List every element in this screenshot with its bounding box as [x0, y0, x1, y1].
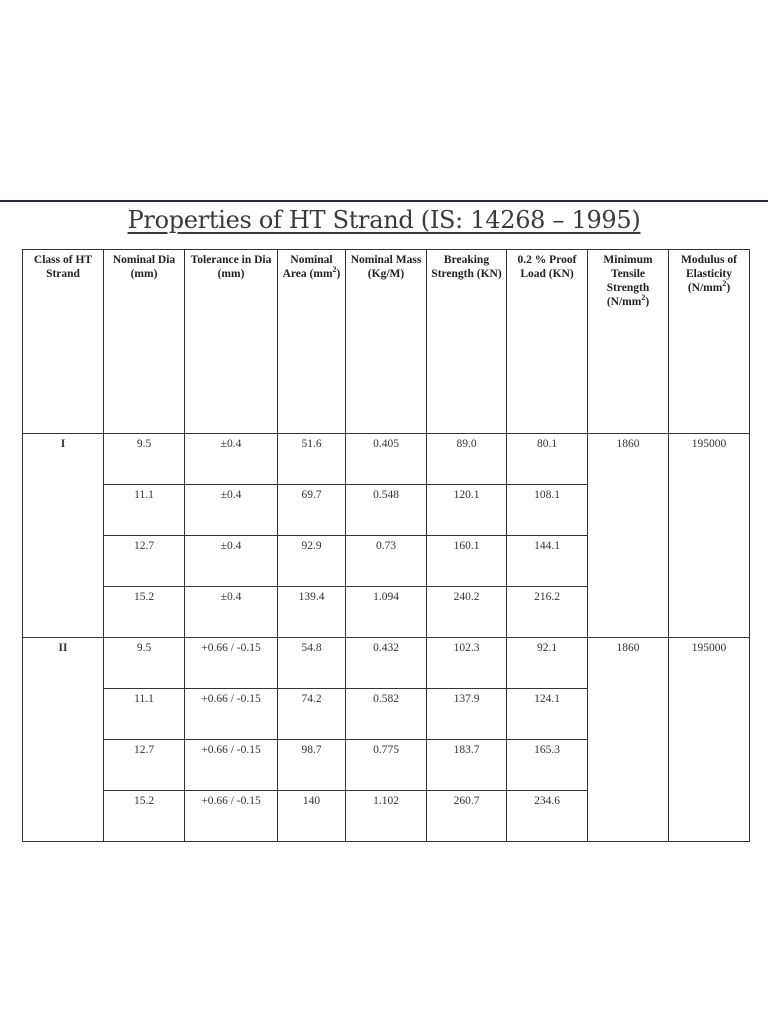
proof-load-cell: 234.6: [507, 791, 588, 842]
breaking-strength-cell: 160.1: [427, 536, 507, 587]
proof-load-cell: 124.1: [507, 689, 588, 740]
nominal-area-cell: 140: [278, 791, 346, 842]
nominal-mass-cell: 1.102: [346, 791, 427, 842]
column-header-text: 0.2 % Proof Load (KN): [517, 254, 577, 280]
column-header-text: Nominal Mass (Kg/M): [350, 254, 422, 280]
nominal-area-cell: 54.8: [278, 638, 346, 689]
table-body: [23, 434, 750, 842]
nominal-dia-cell: 11.1: [104, 485, 185, 536]
column-header: [427, 250, 507, 434]
nominal-mass-cell: 0.73: [346, 536, 427, 587]
breaking-strength-cell: 89.0: [427, 434, 507, 485]
breaking-strength-cell: 183.7: [427, 740, 507, 791]
nominal-dia-cell: 9.5: [104, 434, 185, 485]
column-header-text: Tolerance in Dia (mm): [190, 254, 272, 280]
tolerance-cell: ±0.4: [185, 587, 278, 638]
header-row: [23, 250, 750, 434]
nominal-mass-cell: 0.775: [346, 740, 427, 791]
nominal-area-cell: 139.4: [278, 587, 346, 638]
column-header-suffix: ): [336, 268, 341, 280]
column-header-text: Class of HT Strand: [33, 254, 93, 280]
breaking-strength-cell: 137.9: [427, 689, 507, 740]
proof-load-cell: 108.1: [507, 485, 588, 536]
top-divider: [0, 200, 768, 202]
nominal-area-cell: 51.6: [278, 434, 346, 485]
nominal-dia-cell: 15.2: [104, 587, 185, 638]
column-header-text: Breaking Strength (KN): [431, 254, 502, 280]
nominal-area-cell: 74.2: [278, 689, 346, 740]
nominal-area-cell: 92.9: [278, 536, 346, 587]
strand-class-cell: II: [23, 638, 104, 842]
table-row: [23, 434, 750, 485]
page-title: Properties of HT Strand (IS: 14268 – 1995): [127, 206, 641, 234]
column-header-suffix: ): [645, 296, 650, 308]
proof-load-cell: 80.1: [507, 434, 588, 485]
nominal-mass-cell: 0.582: [346, 689, 427, 740]
proof-load-cell: 165.3: [507, 740, 588, 791]
nominal-dia-cell: 9.5: [104, 638, 185, 689]
tolerance-cell: ±0.4: [185, 485, 278, 536]
modulus-cell: 195000: [669, 638, 750, 842]
column-header: [669, 250, 750, 434]
tensile-strength-cell: 1860: [588, 434, 669, 638]
column-header-superscript: 2: [332, 265, 337, 275]
proof-load-cell: 92.1: [507, 638, 588, 689]
column-header: [23, 250, 104, 434]
column-header-text: Minimum Tensile Strength (N/mm: [603, 254, 653, 308]
column-header-text: Nominal Dia (mm): [112, 254, 176, 280]
breaking-strength-cell: 240.2: [427, 587, 507, 638]
nominal-dia-cell: 12.7: [104, 740, 185, 791]
column-header: [104, 250, 185, 434]
tolerance-cell: +0.66 / -0.15: [185, 791, 278, 842]
nominal-mass-cell: 0.548: [346, 485, 427, 536]
nominal-area-cell: 69.7: [278, 485, 346, 536]
modulus-cell: 195000: [669, 434, 750, 638]
column-header-suffix: ): [726, 282, 731, 294]
nominal-area-cell: 98.7: [278, 740, 346, 791]
nominal-dia-cell: 11.1: [104, 689, 185, 740]
tolerance-cell: +0.66 / -0.15: [185, 638, 278, 689]
strand-properties-table: [22, 249, 750, 842]
nominal-dia-cell: 15.2: [104, 791, 185, 842]
nominal-dia-cell: 12.7: [104, 536, 185, 587]
nominal-mass-cell: 0.432: [346, 638, 427, 689]
breaking-strength-cell: 120.1: [427, 485, 507, 536]
column-header-superscript: 2: [722, 279, 727, 289]
column-header: [278, 250, 346, 434]
tolerance-cell: +0.66 / -0.15: [185, 740, 278, 791]
nominal-mass-cell: 0.405: [346, 434, 427, 485]
strand-class-cell: I: [23, 434, 104, 638]
tolerance-cell: +0.66 / -0.15: [185, 689, 278, 740]
column-header: [588, 250, 669, 434]
nominal-mass-cell: 1.094: [346, 587, 427, 638]
tensile-strength-cell: 1860: [588, 638, 669, 842]
tolerance-cell: ±0.4: [185, 434, 278, 485]
tolerance-cell: ±0.4: [185, 536, 278, 587]
proof-load-cell: 144.1: [507, 536, 588, 587]
breaking-strength-cell: 260.7: [427, 791, 507, 842]
column-header: [346, 250, 427, 434]
proof-load-cell: 216.2: [507, 587, 588, 638]
column-header: [185, 250, 278, 434]
column-header-text: Nominal Area (mm: [282, 254, 333, 280]
column-header-superscript: 2: [641, 293, 646, 303]
column-header: [507, 250, 588, 434]
breaking-strength-cell: 102.3: [427, 638, 507, 689]
table-row: [23, 638, 750, 689]
column-header-text: Modulus of Elasticity (N/mm: [681, 254, 737, 294]
